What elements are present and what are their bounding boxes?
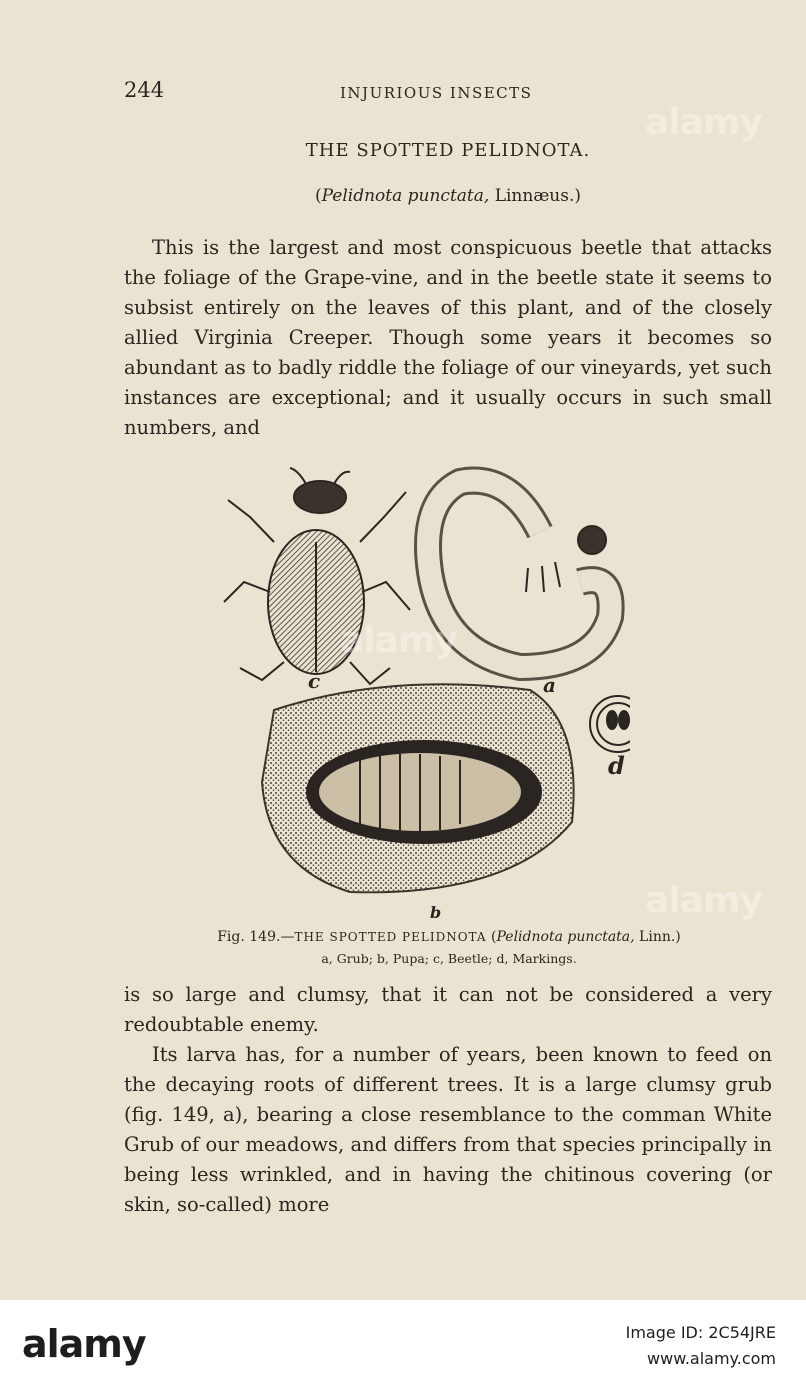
binomial-author: Linnæus.) xyxy=(489,186,582,206)
site-url: www.alamy.com xyxy=(647,1349,776,1368)
figure-label-a: a xyxy=(543,673,556,697)
alamy-logo: alamy xyxy=(22,1322,146,1366)
paragraph-2: is so large and clumsy, that it can not be considered a very redoubtable enemy. xyxy=(124,983,772,1036)
figure-label-b: b xyxy=(430,903,442,922)
figure-label-c: c xyxy=(308,669,321,693)
caption-open: ( xyxy=(486,929,497,945)
figure-caption-line-1 xyxy=(124,926,774,948)
binomial-italic: Pelidnota punctata, xyxy=(321,186,490,206)
watermark: alamy xyxy=(645,880,762,921)
running-title: INJURIOUS INSECTS xyxy=(340,84,533,102)
figure-149 xyxy=(210,462,630,922)
paragraph-1: This is the largest and most conspicuous beetle that attacks the foliage of the Grape-vine, and in the beetle state it seems to subsist entirely on the leaves of this plant, and of the closely allied Virginia Creeper. Though some years it becomes so abundant as to badly riddle the foliage of our vineyards, yet such instances are exceptional; and it usually occurs in such small numbers, and xyxy=(124,236,772,439)
binomial-name xyxy=(0,186,806,206)
paragraph-3: Its larva has, for a number of years, been known to feed on the decaying roots of different trees. It is a large clumsy grub (fig. 149, a), bearing a close resemblance to the comman White Grub of our meadows, and differs from that species principally in being less wrinkled, and in having the chitinous covering (or skin, so-called) more xyxy=(124,1043,772,1216)
binomial-open: ( xyxy=(314,186,322,206)
markings-drawing xyxy=(590,696,630,752)
image-id: Image ID: 2C54JRE xyxy=(625,1323,776,1342)
page-number: 244 xyxy=(124,78,165,102)
stock-footer xyxy=(0,1300,806,1390)
watermark: alamy xyxy=(340,620,457,661)
caption-italic: Pelidnota punctata, xyxy=(496,929,635,945)
caption-prefix: Fig. 149.— xyxy=(217,929,295,945)
figure-label-d: d xyxy=(608,751,625,780)
figure-illustration xyxy=(210,462,630,922)
pupa-drawing xyxy=(262,684,574,892)
caption-close: Linn.) xyxy=(634,929,681,945)
figure-caption-line-2: a, Grub; b, Pupa; c, Beetle; d, Markings. xyxy=(321,951,577,966)
watermark: alamy xyxy=(645,102,762,143)
article-title: THE SPOTTED PELIDNOTA. xyxy=(305,140,591,161)
image-id-block xyxy=(626,1320,776,1372)
figure-caption xyxy=(124,926,774,970)
caption-title: THE SPOTTED PELIDNOTA xyxy=(294,930,487,944)
